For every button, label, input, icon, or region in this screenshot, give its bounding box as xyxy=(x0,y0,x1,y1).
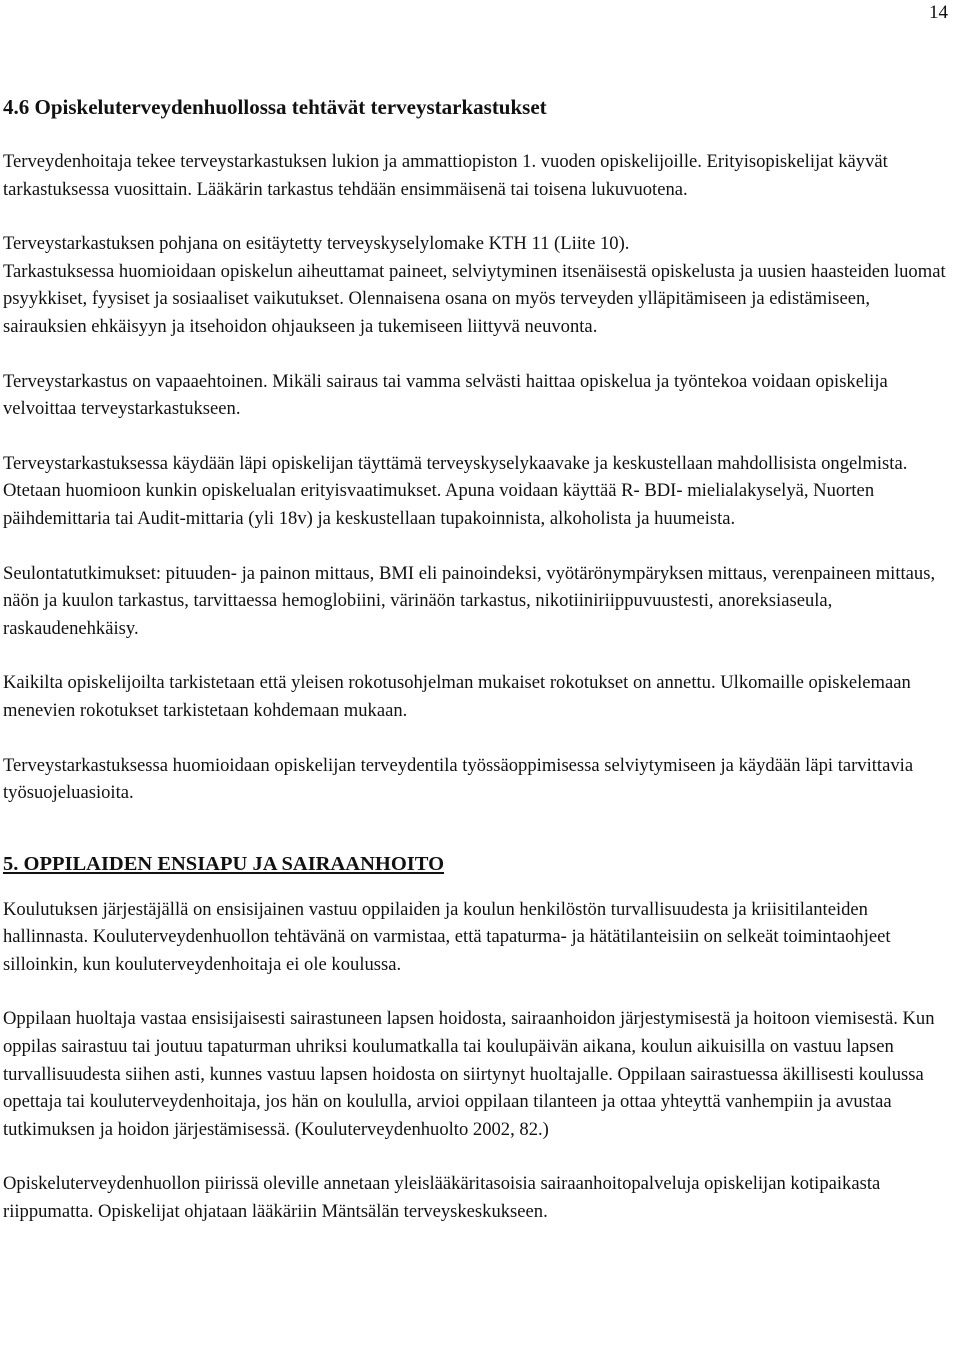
paragraph-health-check-schedule: Terveydenhoitaja tekee terveystarkastuksen lukion ja ammattiopiston 1. vuoden opiskelijoille. Erityisopiskelijat käyvät tarkastuksessa vuosittain. Lääkärin tarkastus tehdään ensimmäisenä tai toisena lukuvuotena. xyxy=(3,151,888,200)
paragraph-work-training: Terveystarkastuksessa huomioidaan opiskelijan terveydentila työssäoppimisessa selviytymiseen ja käydään läpi tarvittavia työsuojeluasioita. xyxy=(3,754,914,804)
paragraph-questionnaire-basis: Terveystarkastuksen pohjana on esitäytetty terveyskyselylomake KTH 11 (Liite 10). xyxy=(3,233,630,255)
paragraph-screening-tests: Seulontatutkimukset: pituuden- ja painon mittaus, BMI eli painoindeksi, vyötärönympäryksen mittaus, verenpaineen mittaus, näön ja kuulon tarkastus, tarvittaessa hemoglobiini, värinäön tarkastus, nikotiiniriippuvuustesti, anoreksiaseula, raskaudenehkäisy. xyxy=(3,562,936,639)
chapter-heading: 5. OPPILAIDEN ENSIAPU JA SAIRAANHOITO xyxy=(3,852,445,875)
paragraph-voluntary-check: Terveystarkastus on vapaaehtoinen. Mikäli sairaus tai vamma selvästi haittaa opiskelua ja työntekoa voidaan opiskelija velvoittaa terveystarkastukseen. xyxy=(3,370,888,420)
paragraph-check-discussion: Terveystarkastuksessa käydään läpi opiskelijan täyttämä terveyskyselykaavake ja keskustellaan mahdollisista ongelmista. Otetaan huomioon kunkin opiskelualan erityisvaatimukset. Apuna voidaan käyttää R- BDI- mielialakyselyä, Nuorten päihdemittaria tai Audit-mittaria (yli 18v) ja keskustellaan tupakoinnista, alkoholista ja huumeista. xyxy=(3,452,908,529)
page-number: 14 xyxy=(929,2,948,23)
section-heading: 4.6 Opiskeluterveydenhuollossa tehtävät terveystarkastukset xyxy=(3,95,547,119)
document-body xyxy=(3,93,955,1226)
paragraph-guardian-responsibility: Oppilaan huoltaja vastaa ensisijaisesti sairastuneen lapsen hoidosta, sairaanhoidon järjestymisestä ja hoitoon viemisestä. Kun oppilas sairastuu tai joutuu tapaturman uhriksi koulumatkalla tai koulupäivän aikana, koulun aikuisilla on vastuu lapsen turvallisuudesta siihen asti, kunnes vastuu lapsen hoidosta on siirtynyt huoltajalle. Oppilaan sairastuessa äkillisesti koulussa opettaja tai kouluterveydenhoitaja, jos hän on koululla, arvioi oppilaan tilanteen ja ottaa yhteyttä vanhempiin ja avustaa tutkimuksen ja hoidon järjestämisessä. (Kouluterveydenhuolto 2002, 82.) xyxy=(3,1008,935,1140)
paragraph-organizer-responsibility: Koulutuksen järjestäjällä on ensisijainen vastuu oppilaiden ja koulun henkilöstön turvallisuudesta ja kriisitilanteiden hallinnasta. Kouluterveydenhuollon tehtävänä on varmistaa, että tapaturma- ja hätätilanteisiin on selkeät toimintaohjeet silloinkin, kun kouluterveydenhoitaja ei ole koulussa. xyxy=(3,898,891,975)
paragraph-check-content: Tarkastuksessa huomioidaan opiskelun aiheuttamat paineet, selviytyminen itsenäisestä opiskelusta ja uusien haasteiden luomat psyykkiset, fyysiset ja sosiaaliset vaikutukset. Olennaisena osana on myös terveyden ylläpitämiseen ja edistämiseen, sairauksien ehkäisyyn ja itsehoidon ohjaukseen ja tukemiseen liittyvä neuvonta. xyxy=(3,260,946,337)
paragraph-vaccinations: Kaikilta opiskelijoilta tarkistetaan että yleisen rokotusohjelman mukaiset rokotukset on annettu. Ulkomaille opiskelemaan menevien rokotukset tarkistetaan kohdemaan mukaan. xyxy=(3,672,911,721)
paragraph-medical-services: Opiskeluterveydenhuollon piirissä oleville annetaan yleislääkäritasoisia sairaanhoitopalveluja opiskelijan kotipaikasta riippumatta. Opiskelijat ohjataan lääkäriin Mäntsälän terveyskeskukseen. xyxy=(3,1173,881,1223)
